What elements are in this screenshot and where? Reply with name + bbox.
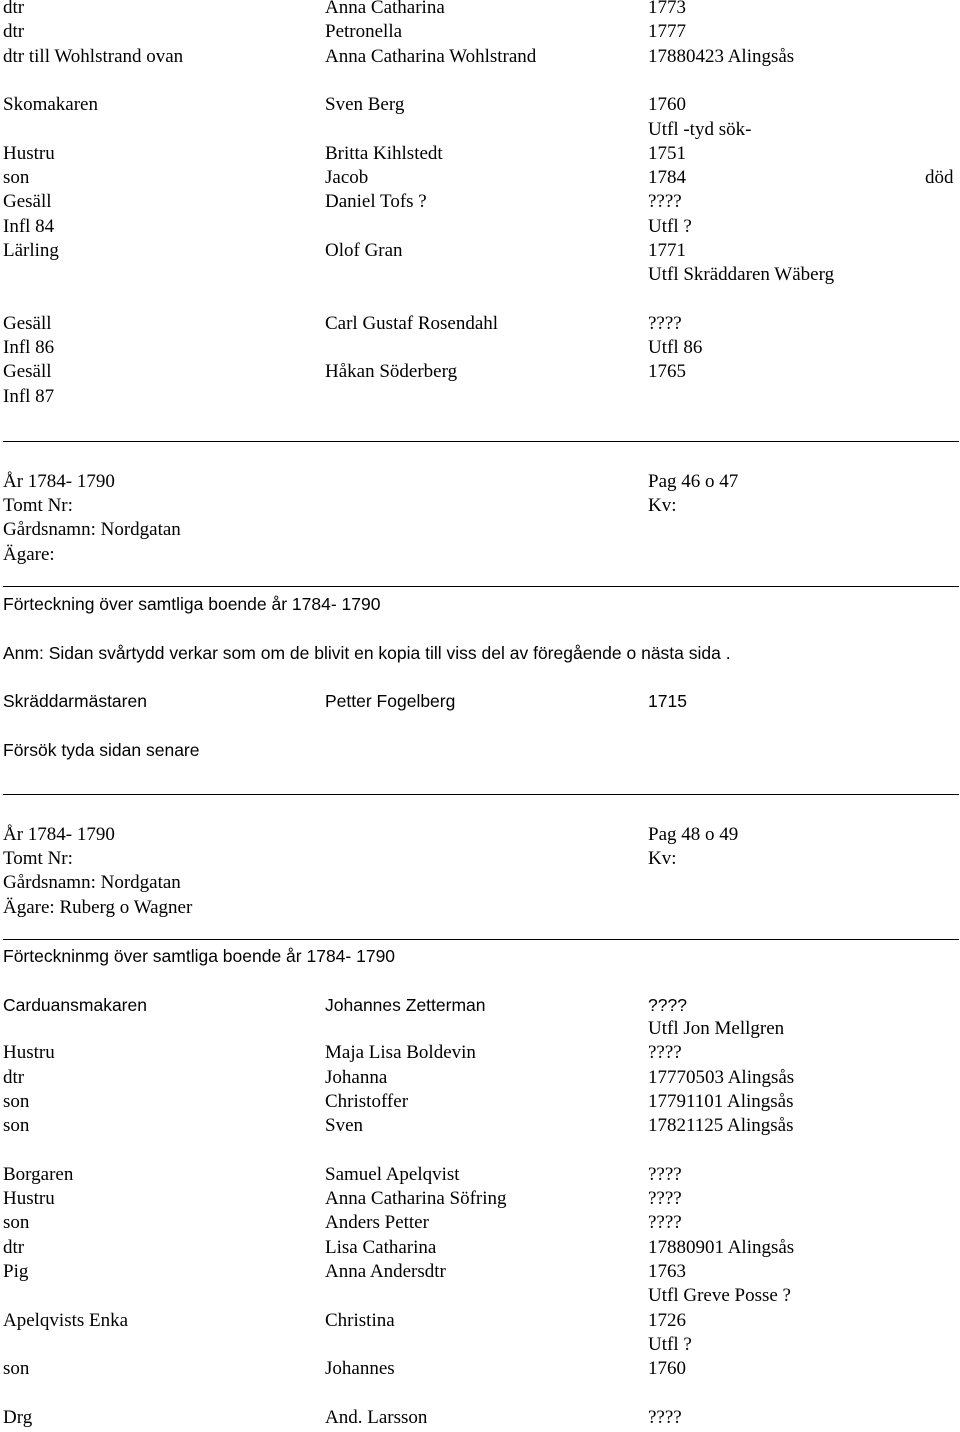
note-row [0,641,960,665]
table-row [0,360,960,384]
date-cell: ???? [648,1164,682,1185]
date-cell: ???? [648,191,682,212]
table-row [0,312,960,336]
note-cell: Utfl Greve Posse ? [648,1285,791,1306]
date-cell: 1751 [648,143,686,164]
name-cell: Samuel Apelqvist [325,1164,460,1185]
date-cell: 1760 [648,94,686,115]
role-cell: son [3,1212,30,1233]
section-header-row [0,470,960,494]
note-row [0,738,960,762]
table-row [0,166,960,190]
role-cell: Skomakaren [3,94,98,115]
date-cell: 17880423 Alingsås [648,46,795,67]
table-row [0,993,960,1017]
table-row [0,1357,960,1381]
date-cell: 1760 [648,1358,686,1379]
table-row [0,1114,960,1138]
table-row [0,0,960,20]
date-cell: 1771 [648,240,686,261]
role-cell: son [3,167,30,188]
role-cell: Hustru [3,1042,55,1063]
year-range: År 1784- 1790 [3,471,115,492]
date-cell: 1763 [648,1261,686,1282]
role-cell: dtr [3,21,25,42]
page-reference: Pag 46 o 47 [648,471,739,492]
name-cell: Jacob [325,167,369,188]
name-cell: Sven [325,1115,363,1136]
name-cell: Petronella [325,21,403,42]
table-row [0,1017,960,1041]
date-cell: ???? [648,1212,682,1233]
name-cell: Håkan Söderberg [325,361,458,382]
gardsnamn-label: Gårdsnamn: Nordgatan [3,519,181,540]
name-cell: Britta Kihlstedt [325,143,443,164]
name-cell: Johannes Zetterman [325,995,486,1015]
table-row [0,1090,960,1114]
name-cell: Sven Berg [325,94,405,115]
table-row [0,1284,960,1308]
table-row [0,93,960,117]
role-cell: son [3,1358,30,1379]
date-cell: ???? [648,995,687,1015]
table-row [0,1041,960,1065]
name-cell: Olof Gran [325,240,403,261]
name-cell: Johanna [325,1067,388,1088]
table-row [0,1333,960,1357]
note-cell: Utfl ? [648,216,692,237]
date-cell: 1773 [648,0,686,18]
tomt-label: Tomt Nr: [3,495,73,516]
agare-label: Ägare: Ruberg o Wagner [3,897,193,918]
anm-note: Anm: Sidan svårtydd verkar som om de blivit en kopia till viss del av föregående o nästa sida . [3,643,731,663]
section-divider [3,794,959,795]
name-cell: Petter Fogelberg [325,691,456,711]
table-row [0,1187,960,1211]
role-cell: Carduansmakaren [3,995,147,1015]
note-cell: Utfl ? [648,1334,692,1355]
role-cell: Gesäll [3,361,52,382]
role-cell: dtr [3,1067,25,1088]
status-cell: död [925,167,954,188]
role-cell: son [3,1115,30,1136]
section-header-row [0,543,960,567]
tomt-label: Tomt Nr: [3,848,73,869]
role-cell: Apelqvists Enka [3,1310,129,1331]
kv-label: Kv: [648,848,677,869]
role-cell: Drg [3,1407,33,1428]
table-row [0,142,960,166]
role-cell: dtr [3,1237,25,1258]
role-cell: son [3,1091,30,1112]
table-row [0,263,960,287]
table-row [0,45,960,69]
date-cell: 1784 [648,167,686,188]
date-cell: ???? [648,1407,682,1428]
role-cell: Gesäll [3,191,52,212]
table-row [0,1309,960,1333]
section-divider [3,939,959,940]
forteckning-heading: Förteckning över samtliga boende år 1784- 1790 [3,594,381,614]
role-cell: Lärling [3,240,59,261]
forteckning-heading: Förteckninmg över samtliga boende år 1784- 1790 [3,946,396,966]
list-heading [0,944,960,968]
table-row [0,385,960,409]
table-row [0,1211,960,1235]
date-cell: ???? [648,1188,682,1209]
date-cell: 17880901 Alingsås [648,1237,795,1258]
date-cell: 1777 [648,21,686,42]
name-cell: Christina [325,1310,395,1331]
table-row [0,1236,960,1260]
table-row [0,1163,960,1187]
table-row [0,239,960,263]
year-range: År 1784- 1790 [3,824,115,845]
table-row [0,689,960,713]
date-cell: 1726 [648,1310,686,1331]
table-row [0,118,960,142]
note-cell: Utfl -tyd sök- [648,119,752,140]
role-cell: Infl 87 [3,386,55,407]
section-header-row [0,823,960,847]
note-cell: Utfl Jon Mellgren [648,1018,785,1039]
role-cell: Hustru [3,1188,55,1209]
name-cell: Johannes [325,1358,395,1379]
role-cell: Pig [3,1261,29,1282]
date-cell: ???? [648,1042,682,1063]
role-cell: Infl 84 [3,216,55,237]
forsok-note: Försök tyda sidan senare [3,740,200,760]
name-cell: Anna Catharina Wohlstrand [325,46,537,67]
role-cell: Infl 86 [3,337,55,358]
date-cell: 1765 [648,361,686,382]
section-header-row [0,494,960,518]
table-row [0,336,960,360]
date-cell: 17791101 Alingsås [648,1091,794,1112]
name-cell: Maja Lisa Boldevin [325,1042,476,1063]
name-cell: Anna Catharina [325,0,445,18]
name-cell: Daniel Tofs ? [325,191,427,212]
section-header-row [0,518,960,542]
name-cell: Carl Gustaf Rosendahl [325,313,499,334]
name-cell: Christoffer [325,1091,409,1112]
list-heading [0,592,960,616]
role-cell: Borgaren [3,1164,74,1185]
section-header-row [0,847,960,871]
table-row [0,190,960,214]
table-row [0,20,960,44]
note-cell: Utfl 86 [648,337,703,358]
role-cell: dtr till Wohlstrand ovan [3,46,184,67]
table-row [0,1260,960,1284]
section-header-row [0,871,960,895]
date-cell: 1715 [648,691,687,711]
name-cell: Lisa Catharina [325,1237,437,1258]
role-cell: Hustru [3,143,55,164]
role-cell: Gesäll [3,313,52,334]
name-cell: And. Larsson [325,1407,428,1428]
date-cell: ???? [648,313,682,334]
role-cell: dtr [3,0,25,18]
date-cell: 17770503 Alingsås [648,1067,795,1088]
name-cell: Anna Andersdtr [325,1261,446,1282]
section-divider [3,586,959,587]
page-reference: Pag 48 o 49 [648,824,739,845]
note-cell: Utfl Skräddaren Wäberg [648,264,835,285]
name-cell: Anna Catharina Söfring [325,1188,507,1209]
date-cell: 17821125 Alingsås [648,1115,794,1136]
kv-label: Kv: [648,495,677,516]
gardsnamn-label: Gårdsnamn: Nordgatan [3,872,181,893]
agare-label: Ägare: [3,544,55,565]
role-cell: Skräddarmästaren [3,691,147,711]
table-row [0,215,960,239]
name-cell: Anders Petter [325,1212,429,1233]
section-header-row [0,896,960,920]
table-row [0,1066,960,1090]
section-divider [3,441,959,442]
table-row [0,1406,960,1430]
